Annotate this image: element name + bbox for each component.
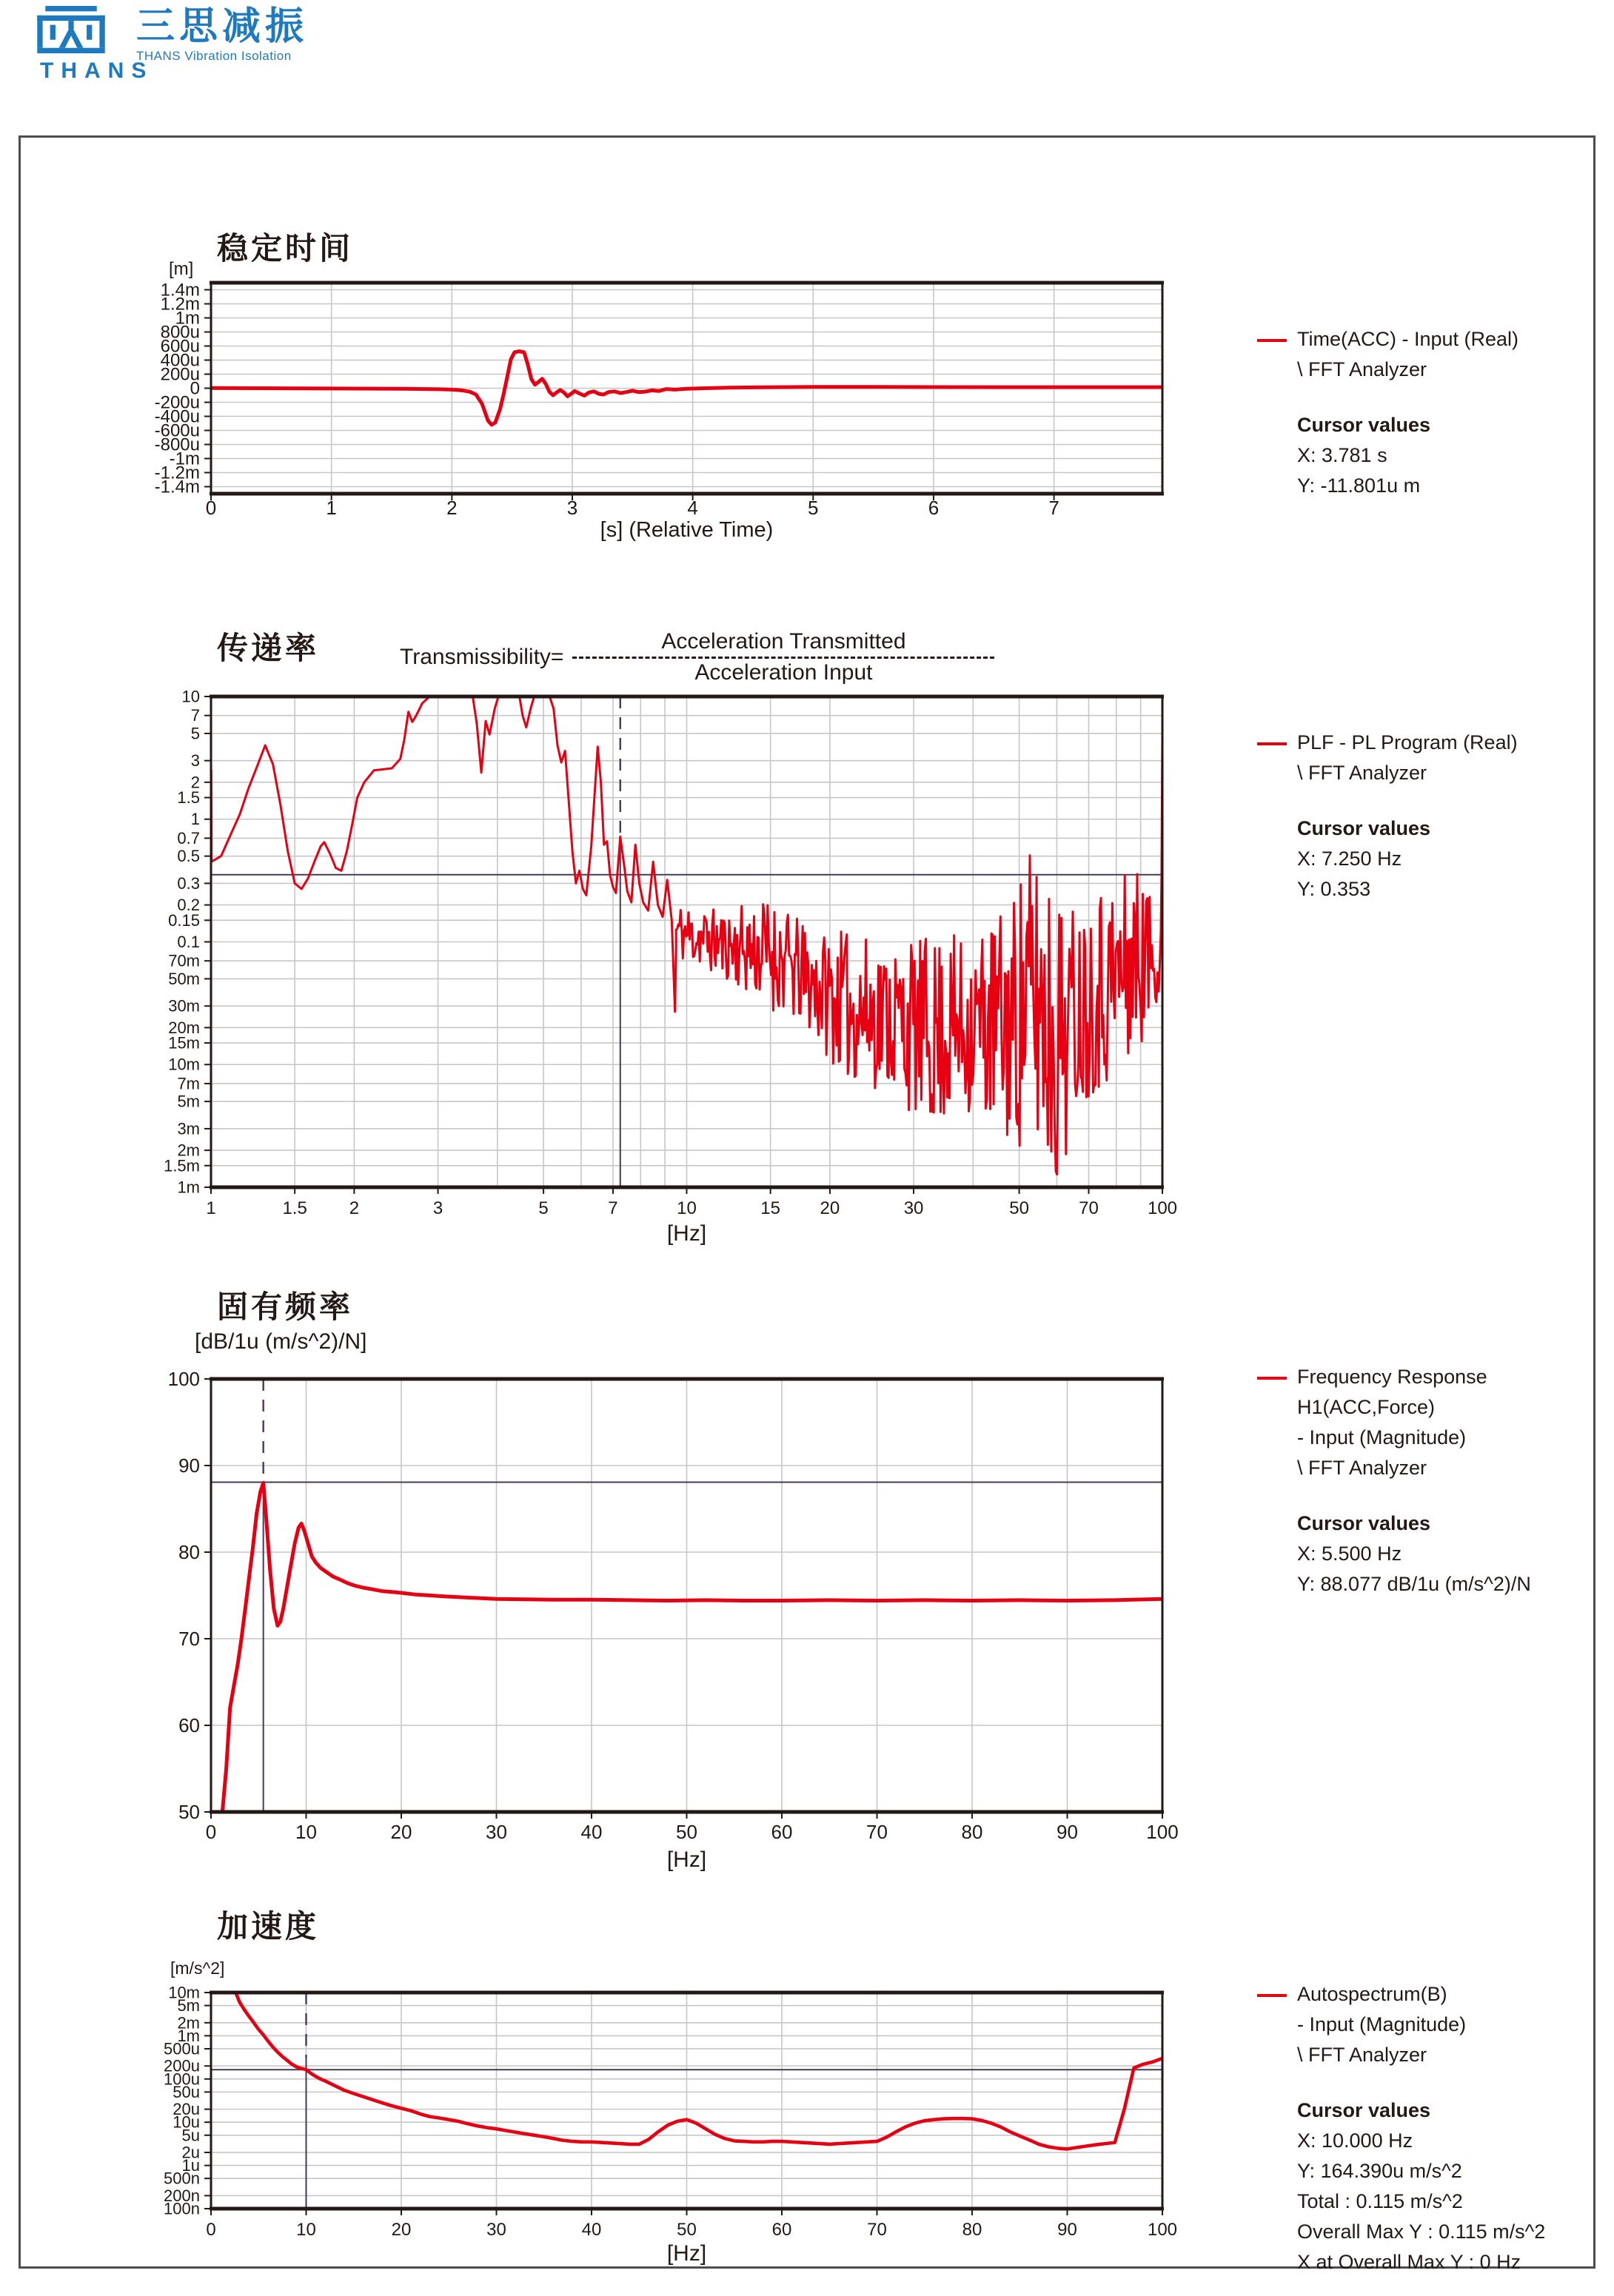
- x-tick-label: 50: [677, 2220, 697, 2240]
- legend-series-label: Time(ACC) - Input (Real): [1257, 324, 1576, 355]
- y-tick-label: 7m: [177, 1074, 200, 1093]
- y-tick-label: 15m: [168, 1033, 200, 1053]
- y-tick-label: 50: [178, 1800, 200, 1823]
- y-tick-label: 5m: [177, 1092, 200, 1111]
- y-tick-label: 90: [178, 1454, 200, 1477]
- x-tick-label: 40: [581, 2220, 602, 2240]
- x-tick-label: 30: [486, 2220, 506, 2240]
- y-tick-label: 30m: [168, 996, 200, 1016]
- y-tick-label: -1m: [169, 449, 200, 469]
- x-tick-label: 3: [566, 497, 578, 519]
- y-tick-label: 10m: [168, 1055, 200, 1074]
- y-tick-label: -600u: [154, 420, 200, 441]
- y-tick-label: 100n: [164, 2199, 200, 2218]
- x-tick-label: 70: [867, 2220, 887, 2240]
- cursor-value: Y: 88.077 dB/1u (m/s^2)/N: [1297, 1573, 1531, 1595]
- x-tick-label: 1: [206, 1198, 216, 1218]
- x-tick-label: 100: [1147, 2220, 1178, 2240]
- x-tick-label: 0: [205, 497, 217, 519]
- x-tick-label: 3: [432, 1198, 443, 1218]
- x-tick-label: 100: [1146, 1821, 1179, 1843]
- chart-settling-time-title: 稳定时间: [217, 231, 354, 266]
- y-tick-label: 0.7: [177, 828, 200, 847]
- company-tagline-en: THANS Vibration Isolation: [136, 49, 292, 63]
- y-tick-label: 1m: [177, 1178, 200, 1197]
- y-tick-label: 2u: [181, 2143, 200, 2162]
- x-tick-label: 1: [326, 497, 337, 519]
- x-tick-label: 20: [820, 1198, 840, 1218]
- y-tick-label: 70: [178, 1627, 200, 1650]
- y-tick-label: 5: [190, 724, 200, 743]
- series-color-dash-icon: [1257, 1994, 1287, 1997]
- y-tick-label: -1.2m: [154, 463, 200, 483]
- y-tick-label: 5m: [177, 1996, 200, 2015]
- y-tick-label: 1.5m: [164, 1156, 200, 1175]
- chart-settling-time-legend: [1257, 324, 1576, 501]
- x-tick-label: 7: [608, 1198, 618, 1218]
- x-tick-label: 1.5: [282, 1198, 307, 1218]
- y-tick-label: 1.4m: [160, 280, 200, 301]
- cursor-value: Total : 0.115 m/s^2: [1297, 2190, 1463, 2212]
- cursor-value: Y: 164.390u m/s^2: [1297, 2160, 1462, 2182]
- y-tick-label: 200n: [164, 2186, 200, 2205]
- y-tick-label: 400u: [160, 350, 200, 371]
- x-tick-label: 30: [486, 1821, 507, 1843]
- x-tick-label: 20: [390, 1821, 412, 1843]
- cursor-value: Y: -11.801u m: [1297, 474, 1421, 497]
- x-tick-label: 10: [677, 1198, 697, 1218]
- y-tick-label: 7: [190, 706, 200, 725]
- y-tick-label: 1u: [181, 2156, 200, 2175]
- legend-series-label: H1(ACC,Force): [1297, 1396, 1436, 1418]
- y-tick-label: 2m: [177, 2013, 200, 2033]
- legend-series-label: \ FFT Analyzer: [1297, 1457, 1427, 1479]
- y-tick-label: 10m: [168, 1983, 200, 2002]
- y-tick-label: 50m: [168, 969, 200, 988]
- series-color-dash-icon: [1257, 742, 1287, 745]
- y-tick-label: 10: [181, 687, 200, 706]
- chart-natural-frequency-plot: [168, 1368, 1179, 1843]
- cursor-value: Overall Max Y : 0.115 m/s^2: [1297, 2221, 1546, 2243]
- formula-numerator: Acceleration Transmitted: [661, 629, 906, 654]
- legend-series-label: \ FFT Analyzer: [1297, 358, 1427, 380]
- cursor-value: X: 5.500 Hz: [1297, 1543, 1402, 1565]
- cursor-value: Y: 0.353: [1297, 878, 1371, 900]
- chart-transmissibility-x-label: [Hz]: [666, 1221, 707, 1246]
- chart-natural-frequency-y-unit: [dB/1u (m/s^2)/N]: [195, 1329, 367, 1354]
- y-tick-label: 1: [190, 810, 200, 829]
- y-tick-label: 80: [178, 1540, 200, 1563]
- y-tick-label: 2: [190, 773, 200, 792]
- y-tick-label: 60: [178, 1713, 200, 1736]
- y-tick-label: 1m: [177, 2026, 200, 2045]
- x-tick-label: 90: [1057, 2220, 1077, 2240]
- y-tick-label: 100u: [164, 2070, 200, 2089]
- y-tick-label: 1m: [175, 308, 200, 329]
- transmissibility-formula: [400, 629, 994, 685]
- y-tick-label: 100: [167, 1367, 200, 1390]
- y-tick-label: 800u: [160, 322, 200, 343]
- x-tick-label: 60: [771, 2220, 792, 2240]
- y-tick-label: -200u: [154, 392, 200, 413]
- x-tick-label: 10: [296, 2220, 316, 2240]
- x-tick-label: 70: [866, 1821, 888, 1843]
- y-tick-label: 500n: [164, 2169, 200, 2188]
- y-tick-label: 1.5: [177, 788, 200, 808]
- brand-text: THANS: [40, 58, 154, 83]
- cursor-value: X: 3.781 s: [1297, 444, 1387, 466]
- cursor-value: X at Overall Max Y : 0 Hz: [1297, 2251, 1521, 2273]
- chart-acceleration-y-unit: [m/s^2]: [170, 1958, 225, 1978]
- cursor-values-title: Cursor values: [1297, 2099, 1431, 2121]
- y-tick-label: 3: [190, 751, 200, 771]
- cursor-values-title: Cursor values: [1297, 817, 1431, 839]
- x-tick-label: 50: [676, 1821, 697, 1843]
- y-tick-label: 500u: [164, 2039, 200, 2058]
- y-tick-label: -1.4m: [154, 477, 200, 497]
- legend-series-label: Frequency Response: [1257, 1362, 1576, 1392]
- chart-acceleration-plot: [164, 1983, 1177, 2240]
- chart-acceleration-legend: [1257, 1979, 1576, 2277]
- chart-transmissibility-plot: [164, 687, 1177, 1218]
- y-tick-label: 200u: [160, 364, 200, 385]
- legend-series-label: \ FFT Analyzer: [1297, 762, 1427, 784]
- x-tick-label: 2: [349, 1198, 360, 1218]
- x-tick-label: 60: [771, 1821, 793, 1843]
- y-tick-label: 0.3: [177, 873, 200, 893]
- formula-fraction-bar: [572, 657, 994, 659]
- chart-settling-time-y-unit: [m]: [169, 259, 194, 279]
- x-tick-label: 40: [580, 1821, 603, 1843]
- y-tick-label: 0.2: [177, 896, 200, 915]
- x-tick-label: 0: [206, 2220, 216, 2240]
- x-tick-label: 50: [1009, 1198, 1029, 1218]
- x-tick-label: 100: [1147, 1198, 1178, 1218]
- y-tick-label: 50u: [173, 2082, 200, 2101]
- y-tick-label: 3m: [177, 1119, 200, 1138]
- legend-series-label: \ FFT Analyzer: [1297, 2044, 1427, 2066]
- x-tick-label: 2: [446, 497, 458, 519]
- y-tick-label: 2m: [177, 1141, 200, 1160]
- x-tick-label: 5: [808, 497, 819, 519]
- cursor-value: X: 10.000 Hz: [1297, 2129, 1413, 2152]
- y-tick-label: 0: [190, 378, 200, 399]
- cursor-value: X: 7.250 Hz: [1297, 847, 1402, 870]
- x-tick-label: 6: [928, 497, 940, 519]
- chart-acceleration-title: 加速度: [217, 1909, 320, 1944]
- formula-denominator: Acceleration Input: [694, 660, 873, 685]
- series-color-dash-icon: [1257, 1377, 1287, 1380]
- chart-transmissibility-legend: [1257, 728, 1576, 904]
- y-tick-label: 0.15: [168, 910, 200, 930]
- x-tick-label: 10: [295, 1821, 317, 1843]
- x-tick-label: 70: [1079, 1198, 1099, 1218]
- series-color-dash-icon: [1257, 339, 1287, 342]
- y-tick-label: -800u: [154, 434, 200, 455]
- chart-transmissibility-title: 传递率: [217, 631, 320, 665]
- chart-settling-time-x-label: [s] (Relative Time): [600, 518, 774, 542]
- chart-acceleration-x-label: [Hz]: [666, 2241, 707, 2266]
- company-name-cn: 三思减振: [136, 5, 309, 48]
- y-tick-label: 0.5: [177, 847, 200, 866]
- cursor-values-title: Cursor values: [1297, 414, 1431, 436]
- legend-series-label: PLF - PL Program (Real): [1257, 728, 1576, 758]
- cursor-values-title: Cursor values: [1297, 1512, 1431, 1534]
- x-tick-label: 80: [962, 2220, 982, 2240]
- y-tick-label: 20u: [173, 2100, 200, 2119]
- y-tick-label: 200u: [164, 2056, 200, 2075]
- x-tick-label: 20: [391, 2220, 412, 2240]
- chart-natural-frequency-legend: [1257, 1362, 1576, 1600]
- x-tick-label: 0: [205, 1821, 217, 1843]
- y-tick-label: 70m: [168, 951, 200, 970]
- x-tick-label: 5: [538, 1198, 549, 1218]
- legend-series-label: Autospectrum(B): [1257, 1979, 1576, 2010]
- x-tick-label: 7: [1048, 497, 1059, 519]
- chart-settling-time-plot: [155, 281, 1164, 519]
- y-tick-label: 20m: [168, 1018, 200, 1037]
- x-tick-label: 15: [760, 1198, 780, 1218]
- y-tick-label: -400u: [154, 406, 200, 427]
- x-tick-label: 90: [1057, 1821, 1078, 1843]
- chart-natural-frequency-x-label: [Hz]: [666, 1847, 707, 1872]
- chart-natural-frequency-title: 固有频率: [217, 1289, 354, 1324]
- x-tick-label: 30: [903, 1198, 924, 1218]
- y-tick-label: 10u: [173, 2112, 200, 2132]
- legend-series-label: - Input (Magnitude): [1297, 2013, 1467, 2035]
- x-tick-label: 4: [687, 497, 698, 519]
- formula-lhs: Transmissibility=: [400, 645, 564, 669]
- x-tick-label: 80: [961, 1821, 983, 1843]
- y-tick-label: 1.2m: [160, 294, 200, 315]
- y-tick-label: 0.1: [177, 932, 200, 951]
- y-tick-label: 5u: [181, 2126, 200, 2145]
- y-tick-label: 600u: [160, 336, 200, 357]
- legend-series-label: - Input (Magnitude): [1297, 1426, 1467, 1449]
